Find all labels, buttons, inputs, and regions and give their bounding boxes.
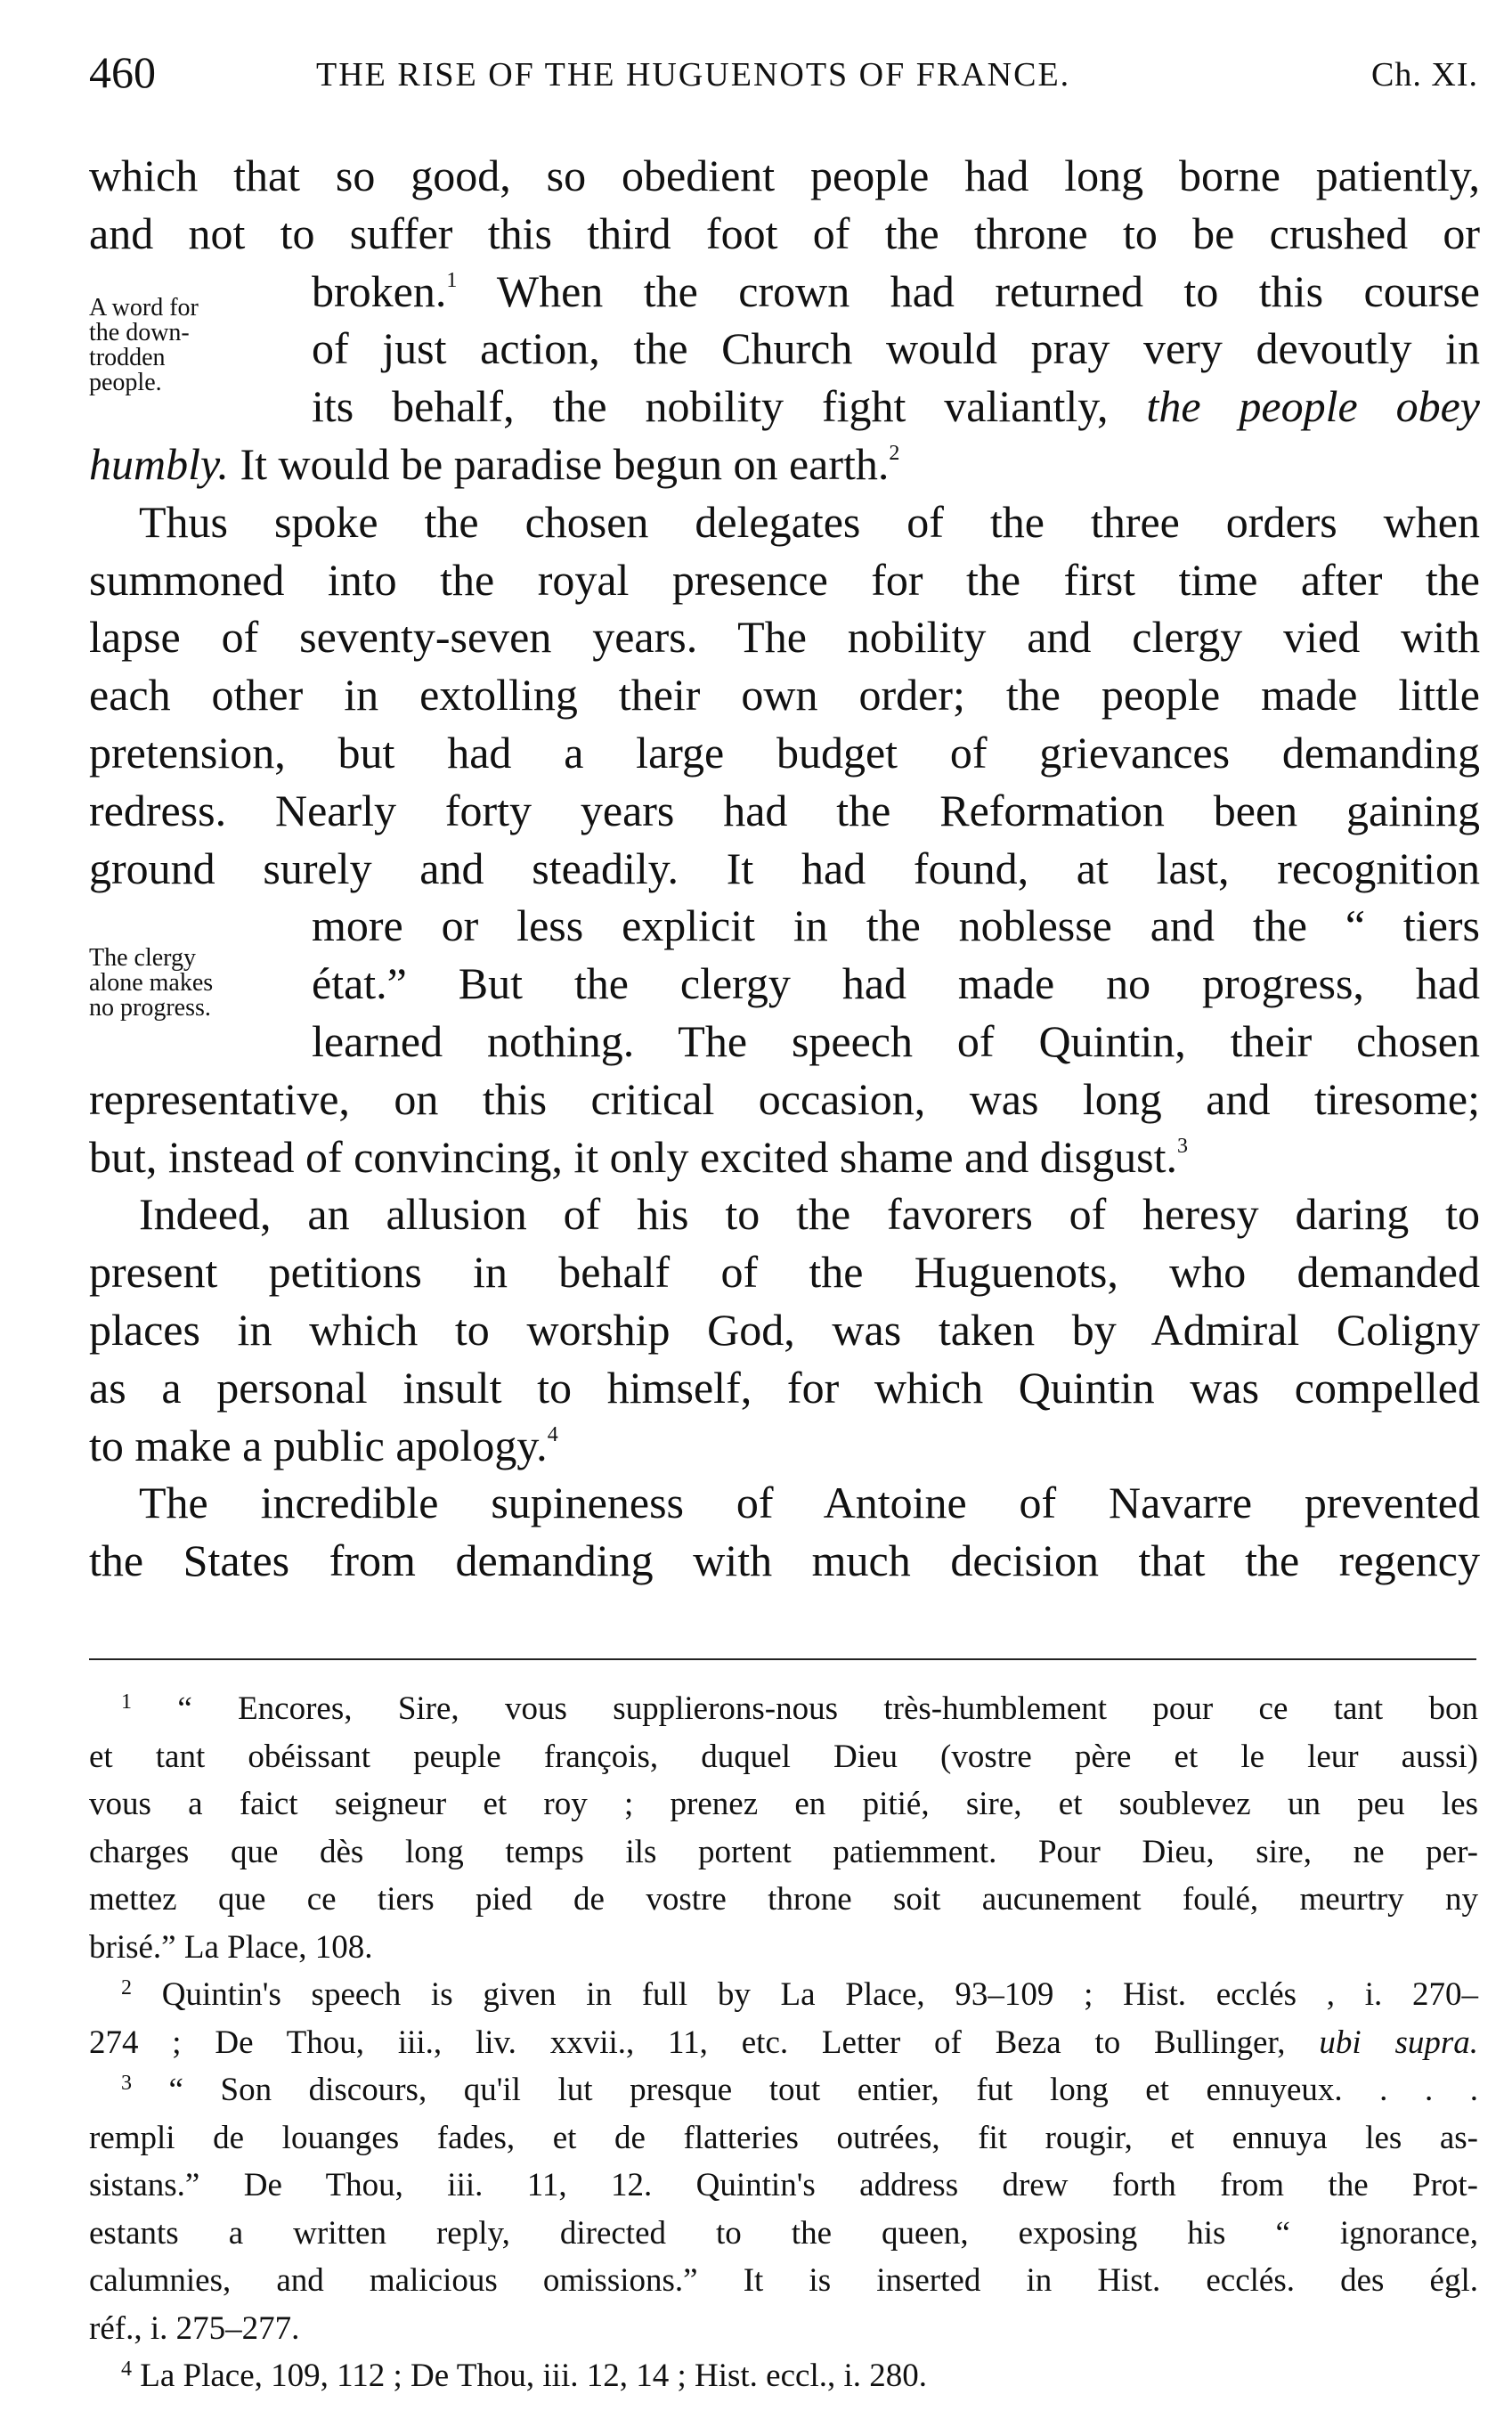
footnote-line: sistans.” De Thou, iii. 11, 12. Quintin's address drew forth from the Prot- [89,2167,1478,2203]
footnote-number: 2 [121,1976,132,1999]
footnote-line: réf., i. 275–277. [89,2309,300,2347]
body-line: état.” But the clergy had made no progress, had [312,958,1480,1009]
footnote-line: $^2$ Quintin's speech is given in full by La Place, 93–109 ; Hist. ecclés , i. 270– [121,1976,1478,2013]
body-line: learned nothing. The speech of Quintin, their chosen [312,1015,1480,1066]
running-title: THE RISE OF THE HUGUENOTS OF FRANCE. [316,56,1071,94]
footnote-line: $^1$ “ Encores, Sire, vous supplierons-nous très-humblement pour ce tant bon [121,1690,1479,1727]
body-line: Thus spoke the chosen delegates of the three orders when [139,496,1480,547]
sidenote-line: no progress. [89,994,211,1022]
body-line: ground surely and steadily. It had found, at last, recognition [89,843,1480,893]
sidenote-line: alone makes [89,969,214,997]
body-line: places in which to worship God, was taken by Admiral Coligny [89,1304,1480,1355]
sidenote-line: The clergy [89,944,196,972]
footnote-line: 274 ; De Thou, iii., liv. xxvii., 11, etc. Letter of Beza to Bullinger, ubi supra. [89,2024,1478,2061]
body-line: and not to suffer this third foot of the throne to be crushed or [89,208,1480,258]
body-line: representative, on this critical occasion, was long and tiresome; [89,1073,1480,1124]
body-line: to make a public apology.$^4$ [89,1420,558,1470]
footnote-ref: 1 [446,268,458,292]
sidenote-line: people. [89,369,162,396]
body-line: present petitions in behalf of the Huguenots, who demanded [89,1247,1480,1298]
body-line: which that so good, so obedient people had long borne patiently, [89,151,1480,200]
footnote-line: et tant obéissant peuple françois, duquel Dieu (vostre père et le leur aussi) [89,1738,1478,1775]
body-line: The incredible supineness of Antoine of Navarre prevented [139,1478,1480,1528]
body-line: its behalf, the nobility fight valiantly, the people obey [312,381,1480,432]
body-line: but, instead of convincing, it only excited shame and disgust.$^3$ [89,1131,1188,1182]
footnote-line: vous a faict seigneur et roy ; prenez en pitié, sire, et soublevez un peu les [89,1786,1478,1822]
sidenote-line: A word for [89,294,199,322]
footnote-line: rempli de louanges fades, et de flatteries outrées, fit rougir, et ennuya les as- [89,2119,1478,2156]
footnote-line: charges que dès long temps ils portent patiemment. Pour Dieu, sire, ne per- [89,1833,1478,1870]
body-line: each other in extolling their own order; the people made little [89,670,1480,721]
footnote-line: $^3$ “ Son discours, qu'il lut presque tout entier, fut long et ennuyeux. . . . [121,2072,1479,2108]
sidenote-line: the down- [89,319,190,346]
running-header [89,46,1478,109]
body-line: as a personal insult to himself, for which Quintin was compelled [89,1362,1480,1413]
body-line: of just action, the Church would pray very devoutly in [312,323,1480,374]
body-line: more or less explicit in the noblesse and the “ tiers [312,900,1480,951]
footnote-line: calumnies, and malicious omissions.” It is inserted in Hist. ecclés. des égl. [89,2262,1478,2299]
footnote-ref: 3 [1177,1134,1188,1158]
footnote-number: 1 [121,1690,132,1714]
body-line: Indeed, an allusion of his to the favorers of heresy daring to [139,1189,1480,1240]
body-line: summoned into the royal presence for the first time after the [89,554,1480,605]
footnote-line: $^4$ La Place, 109, 112 ; De Thou, iii. 12, 14 ; Hist. eccl., i. 280. [121,2358,928,2394]
footnote-divider [89,1658,1476,1660]
body-line: broken.$^1$ When the crown had returned to this course [312,265,1480,316]
footnote-ref: 2 [889,441,900,465]
body-line: humbly. It would be paradise begun on earth.$^2$ [89,438,900,489]
body-line: lapse of seventy-seven years. The nobility and clergy vied with [89,612,1480,663]
chapter-label: Ch. XI. [1371,56,1478,94]
footnote-line: estants a written reply, directed to the queen, exposing his “ ignorance, [89,2214,1478,2252]
body-text [89,147,1480,1590]
footnote-line: mettez que ce tiers pied de vostre throne soit aucunement foulé, meurtry ny [89,1881,1478,1918]
footnote-number: 3 [121,2072,132,2095]
footnote-ref: 4 [547,1422,558,1446]
footnote-number: 4 [121,2358,132,2381]
body-line: the States from demanding with much decision that the regency [89,1535,1480,1586]
footnote-line: brisé.” La Place, 108. [89,1928,373,1966]
body-line: pretension, but had a large budget of grievances demanding [89,727,1480,778]
page-number: 460 [89,47,156,97]
sidenote-line: trodden [89,344,166,371]
footnotes [89,1685,1478,2400]
body-line: redress. Nearly forty years had the Reformation been gaining [89,785,1480,835]
